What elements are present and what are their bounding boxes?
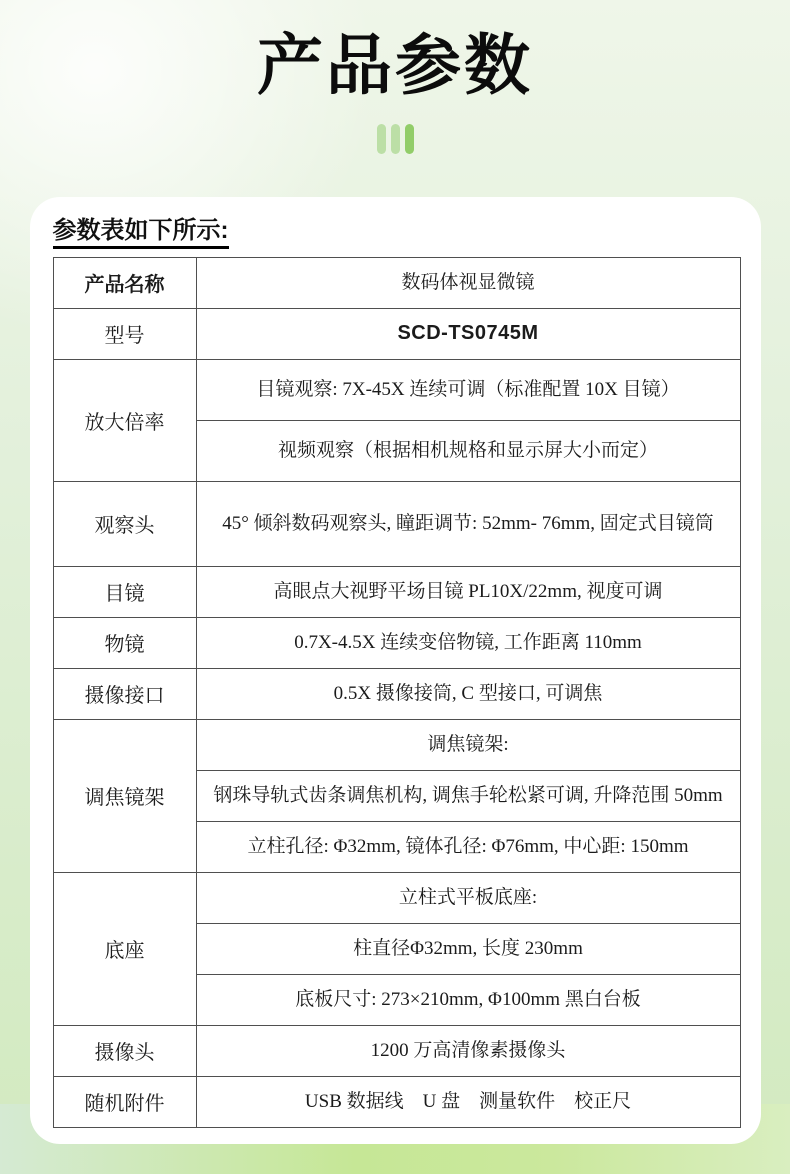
param-label: 调焦镜架 (53, 719, 196, 872)
header (0, 0, 790, 154)
param-value: 立柱孔径: Φ32mm, 镜体孔径: Φ76mm, 中心距: 150mm (196, 821, 740, 872)
spec-table (53, 257, 741, 1128)
spec-card (30, 197, 761, 1144)
table-row (53, 1025, 740, 1076)
param-label: 产品名称 (53, 257, 196, 308)
table-row (53, 359, 740, 420)
table-row (53, 872, 740, 923)
param-value: SCD-TS0745M (196, 308, 740, 359)
param-value: 钢珠导轨式齿条调焦机构, 调焦手轮松紧可调, 升降范围 50mm (196, 770, 740, 821)
param-value: 45° 倾斜数码观察头, 瞳距调节: 52mm- 76mm, 固定式目镜筒 (196, 481, 740, 566)
page-title: 产品参数 (257, 28, 533, 102)
accent-bar-icon (391, 124, 400, 154)
accent-bar-icon (405, 124, 414, 154)
param-value: 视频观察（根据相机规格和显示屏大小而定） (196, 420, 740, 481)
table-row (53, 617, 740, 668)
table-row (53, 308, 740, 359)
param-value: 柱直径Φ32mm, 长度 230mm (196, 923, 740, 974)
param-value: 立柱式平板底座: (196, 872, 740, 923)
param-label: 放大倍率 (53, 359, 196, 481)
table-row (53, 566, 740, 617)
param-label: 随机附件 (53, 1076, 196, 1127)
param-value: 高眼点大视野平场目镜 PL10X/22mm, 视度可调 (196, 566, 740, 617)
accent-bar-icon (377, 124, 386, 154)
param-value: 目镜观察: 7X-45X 连续可调（标准配置 10X 目镜） (196, 359, 740, 420)
param-value: 底板尺寸: 273×210mm, Φ100mm 黑白台板 (196, 974, 740, 1025)
table-row (53, 668, 740, 719)
spec-table-body (53, 257, 740, 1127)
table-row (53, 1076, 740, 1127)
param-label: 底座 (53, 872, 196, 1025)
param-value: 0.7X-4.5X 连续变倍物镜, 工作距离 110mm (196, 617, 740, 668)
param-value: 调焦镜架: (196, 719, 740, 770)
param-label: 摄像接口 (53, 668, 196, 719)
param-value: USB 数据线 U 盘 测量软件 校正尺 (196, 1076, 740, 1127)
param-label: 观察头 (53, 481, 196, 566)
param-value: 1200 万高清像素摄像头 (196, 1025, 740, 1076)
param-label: 物镜 (53, 617, 196, 668)
table-row (53, 257, 740, 308)
param-label: 目镜 (53, 566, 196, 617)
table-caption: 参数表如下所示: (53, 210, 229, 249)
param-label: 型号 (53, 308, 196, 359)
table-row (53, 481, 740, 566)
table-row (53, 719, 740, 770)
param-value: 0.5X 摄像接筒, C 型接口, 可调焦 (196, 668, 740, 719)
param-value: 数码体视显微镜 (196, 257, 740, 308)
param-label: 摄像头 (53, 1025, 196, 1076)
title-accent-bars (0, 124, 790, 154)
